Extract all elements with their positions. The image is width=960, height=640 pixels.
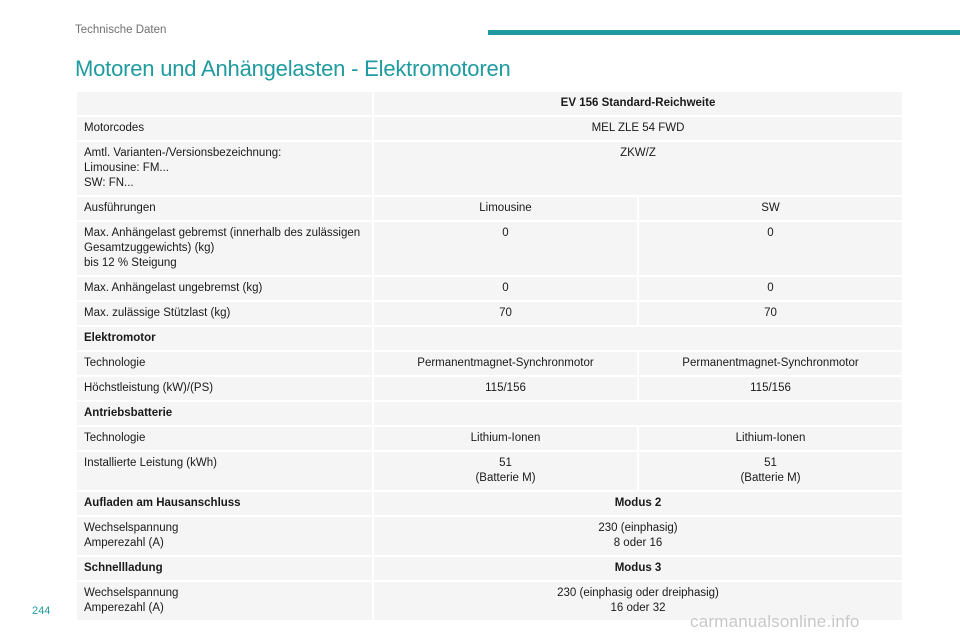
table-row <box>76 141 903 196</box>
section-heading: Aufladen am Hausanschluss <box>76 491 373 516</box>
row-value: SW <box>638 196 903 221</box>
table-row <box>76 276 903 301</box>
table-row <box>76 301 903 326</box>
specifications-table <box>75 90 904 622</box>
table-row <box>76 326 903 351</box>
section-heading: Elektromotor <box>76 326 373 351</box>
charging-mode: Modus 2 <box>373 491 903 516</box>
row-value: MEL ZLE 54 FWD <box>373 116 903 141</box>
row-value: 51 (Batterie M) <box>638 451 903 491</box>
row-value: 115/156 <box>638 376 903 401</box>
page-number: 244 <box>32 605 51 617</box>
model-header: EV 156 Standard-Reichweite <box>373 91 903 116</box>
row-value: 0 <box>373 221 638 276</box>
accent-bar <box>488 30 960 35</box>
row-label: Höchstleistung (kW)/(PS) <box>76 376 373 401</box>
row-value: 0 <box>638 221 903 276</box>
row-value: 230 (einphasig) 8 oder 16 <box>373 516 903 556</box>
row-value: 70 <box>638 301 903 326</box>
empty-header-cell <box>76 91 373 116</box>
row-value: ZKW/Z <box>373 141 903 196</box>
row-value: 51 (Batterie M) <box>373 451 638 491</box>
watermark: carmanualsonline.info <box>690 612 860 631</box>
empty-cell <box>373 326 903 351</box>
row-label: Wechselspannung Amperezahl (A) <box>76 581 373 621</box>
table-row <box>76 516 903 556</box>
table-row <box>76 376 903 401</box>
row-label: Amtl. Varianten-/Versionsbezeichnung: Limousine: FM... SW: FN... <box>76 141 373 196</box>
row-value: Permanentmagnet-Synchronmotor <box>638 351 903 376</box>
section-heading: Antriebsbatterie <box>76 401 373 426</box>
row-label: Max. Anhängelast ungebremst (kg) <box>76 276 373 301</box>
row-label: Installierte Leistung (kWh) <box>76 451 373 491</box>
section-label: Technische Daten <box>75 24 167 36</box>
row-label: Technologie <box>76 351 373 376</box>
table-row <box>76 426 903 451</box>
row-label: Wechselspannung Amperezahl (A) <box>76 516 373 556</box>
row-value: Lithium-Ionen <box>638 426 903 451</box>
table-row <box>76 91 903 116</box>
table-row <box>76 196 903 221</box>
table-row <box>76 451 903 491</box>
row-value: 0 <box>373 276 638 301</box>
row-label: Technologie <box>76 426 373 451</box>
row-label: Max. zulässige Stützlast (kg) <box>76 301 373 326</box>
row-value: Lithium-Ionen <box>373 426 638 451</box>
row-label: Max. Anhängelast gebremst (innerhalb des zulässigen Gesamtzuggewichts) (kg) bis 12 % Steigung <box>76 221 373 276</box>
page-title: Motoren und Anhängelasten - Elektromotoren <box>75 56 511 81</box>
empty-cell <box>373 401 903 426</box>
row-value: Limousine <box>373 196 638 221</box>
table-row <box>76 351 903 376</box>
table-row <box>76 401 903 426</box>
row-value: 115/156 <box>373 376 638 401</box>
row-value: 230 (einphasig oder dreiphasig) 16 oder 32 <box>373 581 903 621</box>
table-row <box>76 556 903 581</box>
row-value: 70 <box>373 301 638 326</box>
row-value: Permanentmagnet-Synchronmotor <box>373 351 638 376</box>
section-heading: Schnellladung <box>76 556 373 581</box>
table-row <box>76 491 903 516</box>
row-value: 0 <box>638 276 903 301</box>
table-row <box>76 221 903 276</box>
row-label: Motorcodes <box>76 116 373 141</box>
charging-mode: Modus 3 <box>373 556 903 581</box>
table-row <box>76 116 903 141</box>
row-label: Ausführungen <box>76 196 373 221</box>
